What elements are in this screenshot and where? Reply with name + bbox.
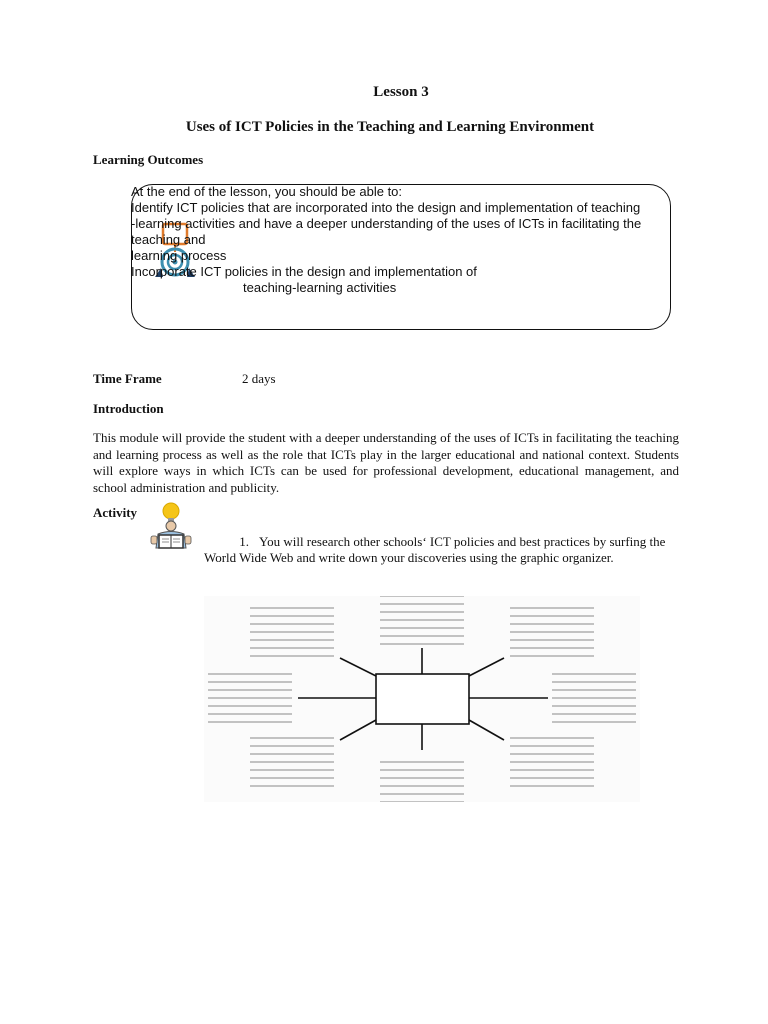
reader-with-lightbulb-icon <box>146 502 196 552</box>
lesson-subtitle: Uses of ICT Policies in the Teaching and Learning Environment <box>185 119 595 135</box>
lesson-title: Lesson 3 <box>373 84 429 100</box>
learning-outcomes-heading: Learning Outcomes <box>93 152 204 167</box>
graphic-organizer <box>204 596 640 802</box>
outcome-line: Identify ICT policies that are incorporated into the design and implementation of teaching <box>131 200 641 215</box>
activity-item-text: You will research other schools‘ ICT policies and best practices by surfing the World Wide Web and write down your discoveries using the graphic organizer. <box>204 534 666 565</box>
outcome-line: learning process <box>131 248 227 263</box>
outcome-line: -learning activities and have a deeper understanding of the uses of ICTs in facilitating the <box>131 216 642 231</box>
introduction-text: This module will provide the student with a deeper understanding of the uses of ICTs in facilitating the teaching and learning process as well as the role that ICTs play in the larger educational and national context. Students will explore ways in which ICTs can be used for professional development, educational management, and school administration and publicity. <box>93 430 679 495</box>
time-frame-label: Time Frame <box>93 371 162 386</box>
outcomes-intro-line: At the end of the lesson, you should be able to: <box>131 184 403 199</box>
activity-heading: Activity <box>93 505 138 520</box>
outcome-line: teaching and <box>131 232 206 247</box>
outcome-line: Incorporate ICT policies in the design and implementation of <box>131 264 477 279</box>
introduction-heading: Introduction <box>93 401 164 416</box>
organizer-center-box <box>376 674 469 724</box>
outcome-line: teaching-learning activities <box>243 280 397 295</box>
activity-item-number: 1. <box>239 534 249 549</box>
time-frame-value: 2 days <box>242 371 276 386</box>
activity-item <box>204 534 674 565</box>
